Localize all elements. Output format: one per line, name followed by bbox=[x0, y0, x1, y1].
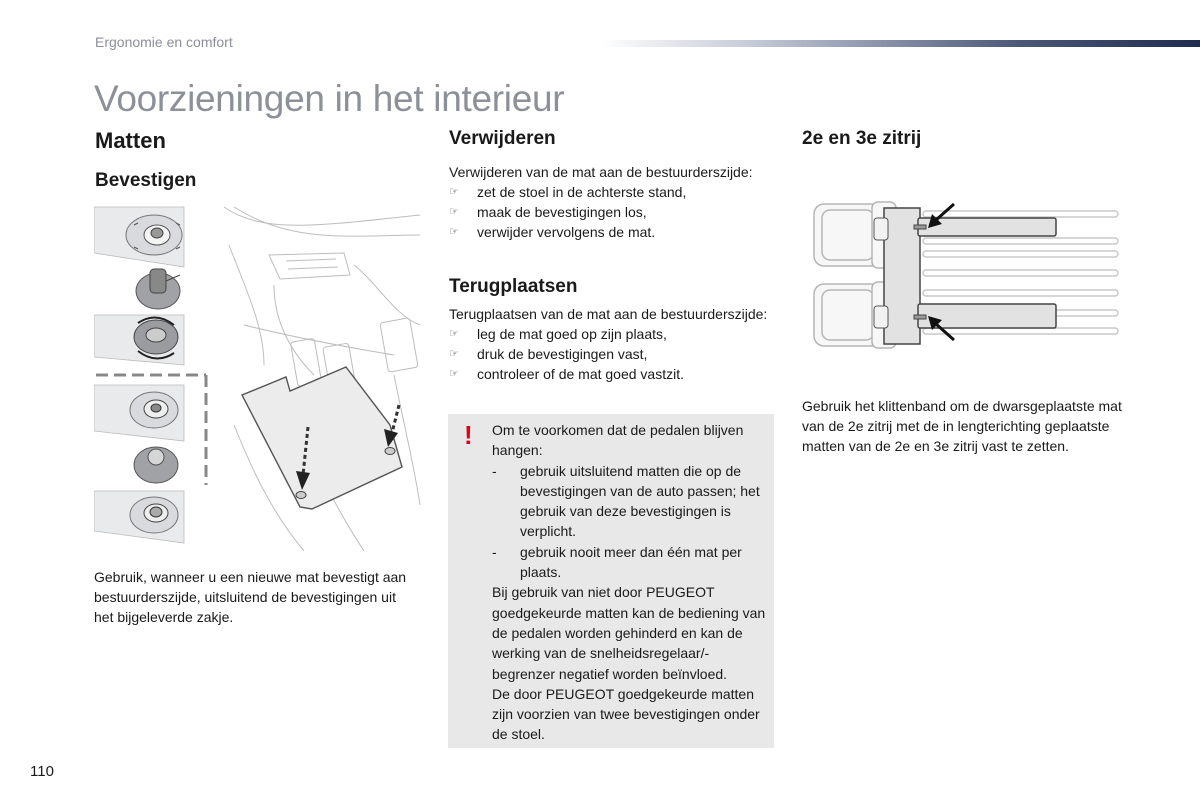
fixing-step-2 bbox=[94, 315, 184, 365]
pointing-hand-icon: ☞ bbox=[449, 328, 459, 340]
floor-mat bbox=[242, 367, 402, 509]
warning-para-2: De door PEUGEOT goedgekeurde matten zijn voorzien van twee bevestigingen onder de stoel. bbox=[492, 685, 760, 743]
refit-steps bbox=[449, 324, 769, 384]
warning-icon: ! bbox=[464, 420, 473, 450]
pointing-hand-icon: ☞ bbox=[449, 226, 459, 238]
fixing-step-1 bbox=[94, 207, 184, 267]
pointing-hand-icon: ☞ bbox=[449, 368, 459, 380]
list-item: ☞ zet de stoel in de achterste stand, bbox=[449, 184, 687, 200]
dash-bullet: - bbox=[492, 462, 497, 479]
velcro-strip bbox=[914, 315, 926, 319]
terugplaatsen-heading: Terugplaatsen bbox=[449, 276, 578, 297]
section-label: Ergonomie en comfort bbox=[95, 34, 233, 50]
zitrij-caption: Gebruik het klittenband om de dwarsgeplaatste mat van de 2e zitrij met de in lengterichting geplaatste matten van de 2e en 3e zitrij vast te zetten. bbox=[802, 398, 1122, 454]
zitrij-heading: 2e en 3e zitrij bbox=[802, 128, 922, 149]
matten-heading: Matten bbox=[95, 128, 166, 153]
fixing-step-4 bbox=[94, 491, 184, 543]
list-item: ☞ verwijder vervolgens de mat. bbox=[449, 224, 656, 240]
floor-mat-fixing-illustration bbox=[94, 205, 422, 553]
page-number: 110 bbox=[30, 763, 54, 780]
dash-bullet: - bbox=[492, 543, 497, 560]
list-item: - gebruik uitsluitend matten die op de bevestigingen van de auto passen; het gebruik van deze bevestigingen is verplicht. bbox=[492, 462, 760, 540]
fixing-clip-1 bbox=[136, 269, 180, 309]
fixing-caption: Gebruik, wanneer u een nieuwe mat bevestigt aan bestuurderszijde, uitsluitend de bevestigingen uit het bijgeleverde zakje. bbox=[94, 569, 407, 625]
longitudinal-mat-upper bbox=[918, 218, 1056, 236]
list-item: - gebruik nooit meer dan één mat per plaats. bbox=[492, 543, 742, 581]
bevestigen-heading: Bevestigen bbox=[95, 170, 197, 191]
list-item: ☞ leg de mat goed op zijn plaats, bbox=[449, 326, 667, 342]
warning-text bbox=[492, 420, 768, 745]
warning-para-1: Bij gebruik van niet door PEUGEOT goedgekeurde matten kan de bediening van de pedalen worden gehinderd en kan de werking van de snelheidsregelaar/-begrenzer negatief worden beïnvloed. bbox=[492, 584, 766, 682]
page-title: Voorzieningen in het interieur bbox=[94, 78, 565, 119]
pointing-hand-icon: ☞ bbox=[449, 186, 459, 198]
pointing-hand-icon: ☞ bbox=[449, 206, 459, 218]
remove-intro: Verwijderen van de mat aan de bestuurderszijde: bbox=[449, 164, 753, 180]
list-item: ☞ controleer of de mat goed vastzit. bbox=[449, 366, 684, 382]
fixing-clip-2 bbox=[134, 447, 178, 483]
list-item: ☞ maak de bevestigingen los, bbox=[449, 204, 647, 220]
warning-intro: Om te voorkomen dat de pedalen blijven hangen: bbox=[492, 422, 744, 459]
refit-intro: Terugplaatsen van de mat aan de bestuurderszijde: bbox=[449, 306, 768, 322]
rear-seats-mats-illustration bbox=[808, 198, 1122, 350]
refit-instructions bbox=[449, 304, 769, 384]
list-item: ☞ druk de bevestigingen vast, bbox=[449, 346, 648, 362]
pointing-hand-icon: ☞ bbox=[449, 348, 459, 360]
warning-list bbox=[492, 461, 768, 583]
velcro-strip bbox=[914, 225, 926, 229]
remove-steps bbox=[449, 182, 769, 242]
fixing-step-3 bbox=[94, 385, 184, 441]
verwijderen-heading: Verwijderen bbox=[449, 128, 556, 149]
remove-instructions bbox=[449, 162, 769, 242]
header-bar bbox=[600, 40, 1200, 47]
